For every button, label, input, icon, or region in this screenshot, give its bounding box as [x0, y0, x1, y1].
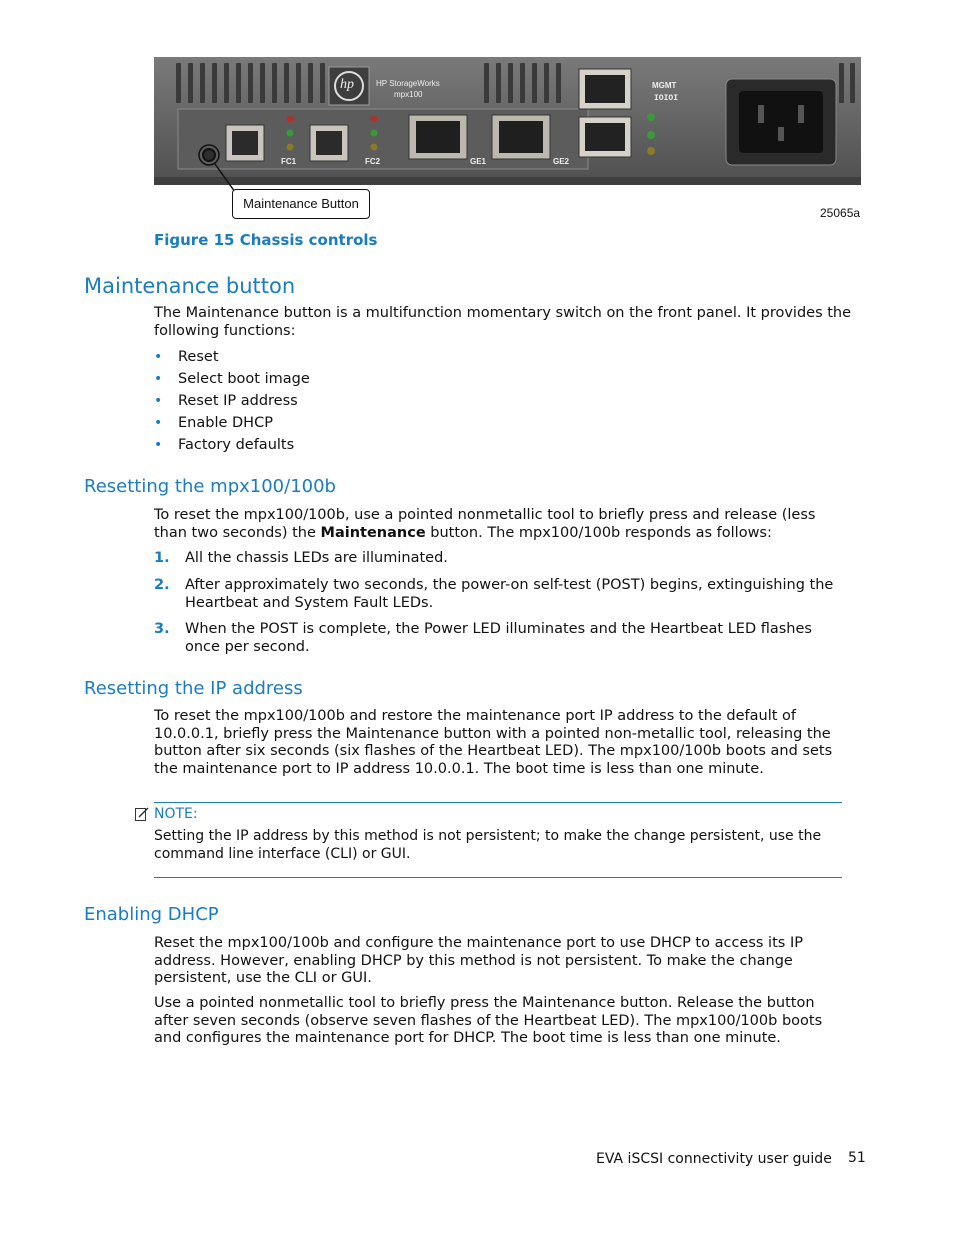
step-number: 1.: [154, 550, 170, 566]
bullet-text: Reset IP address: [178, 393, 298, 409]
list-item: [154, 349, 554, 371]
port-label-ge2: GE2: [553, 157, 570, 166]
section-title-maintenance: Maintenance button: [84, 274, 296, 298]
reset-steps: [154, 550, 854, 665]
step-number: 2.: [154, 577, 170, 593]
step-item: [154, 550, 854, 577]
bullet-text: Factory defaults: [178, 437, 295, 453]
bullet-icon: •: [154, 437, 163, 453]
brand-line-1: HP StorageWorks: [376, 79, 440, 88]
note-label: NOTE:: [154, 806, 198, 822]
step-item: [154, 621, 854, 665]
step-text: After approximately two seconds, the power-on self-test (POST) begins, extinguishing the Heartbeat and System Fault LEDs.: [185, 577, 834, 611]
reset-intro-post: button. The mpx100/100b responds as follows:: [425, 524, 772, 541]
mgmt-label: MGMT: [652, 81, 677, 90]
step-text: All the chassis LEDs are illuminated.: [185, 550, 448, 566]
port-label-fc2: FC2: [365, 157, 381, 166]
reset-intro-pre: To reset the mpx100/100b, use a pointed nonmetallic tool to briefly press and release (less than two seconds) the: [154, 507, 816, 541]
section-title-dhcp: Enabling DHCP: [84, 904, 219, 925]
section-title-ip: Resetting the IP address: [84, 678, 303, 699]
list-item: [154, 437, 554, 459]
bullet-icon: •: [154, 393, 163, 409]
maintenance-bullet-list: [154, 349, 554, 459]
note-pencil-icon: [134, 806, 150, 822]
bullet-text: Reset: [178, 349, 219, 365]
reset-intro: [154, 507, 844, 542]
list-item: [154, 415, 554, 437]
bullet-icon: •: [154, 371, 163, 387]
port-label-ge1: GE1: [470, 157, 487, 166]
hp-logo: hp: [340, 77, 354, 92]
callout-box: [232, 189, 370, 219]
maintenance-intro: The Maintenance button is a multifunction momentary switch on the front panel. It provides the following functions:: [154, 305, 852, 339]
step-number: 3.: [154, 621, 170, 637]
list-item: [154, 393, 554, 415]
figure-caption: Figure 15 Chassis controls: [154, 231, 378, 249]
bullet-icon: •: [154, 415, 163, 431]
note-text: Setting the IP address by this method is not persistent; to make the change persistent, use the command line interface (CLI) or GUI.: [154, 828, 822, 862]
bullet-text: Select boot image: [178, 371, 310, 387]
dhcp-paragraph-1: Reset the mpx100/100b and configure the maintenance port to use DHCP to access its IP address. However, enabling DHCP by this method is not persistent. To make the change persistent, use the CLI or GUI.: [154, 935, 803, 986]
section-title-reset: Resetting the mpx100/100b: [84, 476, 336, 497]
note-top-rule: [154, 802, 842, 803]
port-label-fc1: FC1: [281, 157, 297, 166]
brand-line-2: mpx100: [394, 90, 423, 99]
bullet-text: Enable DHCP: [178, 415, 273, 431]
bullet-icon: •: [154, 349, 163, 365]
ip-paragraph: To reset the mpx100/100b and restore the maintenance port IP address to the default of 10.0.0.1, briefly press the Maintenance button with a pointed non-metallic tool, releasing the button after six seconds (six flashes of the Heartbeat LED). The mpx100/100b boots and sets the maintenance port to IP address 10.0.0.1. The boot time is less than one minute.: [154, 708, 833, 777]
reset-intro-bold: Maintenance: [320, 524, 426, 541]
footer-page-number: 51: [848, 1150, 866, 1166]
footer-guide-title: EVA iSCSI connectivity user guide: [596, 1151, 832, 1167]
dhcp-paragraph-2: Use a pointed nonmetallic tool to briefly press the Maintenance button. Release the button after seven seconds (observe seven flashes of the Heartbeat LED). The mpx100/100b boots and configures the maintenance port for DHCP. The boot time is less than one minute.: [154, 995, 823, 1046]
mgmt-sub-label: IOIOI: [654, 94, 679, 103]
callout-label: Maintenance Button: [243, 196, 359, 211]
figure-id: 25065a: [820, 206, 861, 220]
note-bottom-rule: [154, 877, 842, 878]
step-item: [154, 577, 854, 621]
list-item: [154, 371, 554, 393]
step-text: When the POST is complete, the Power LED illuminates and the Heartbeat LED flashes once per second.: [185, 621, 812, 655]
